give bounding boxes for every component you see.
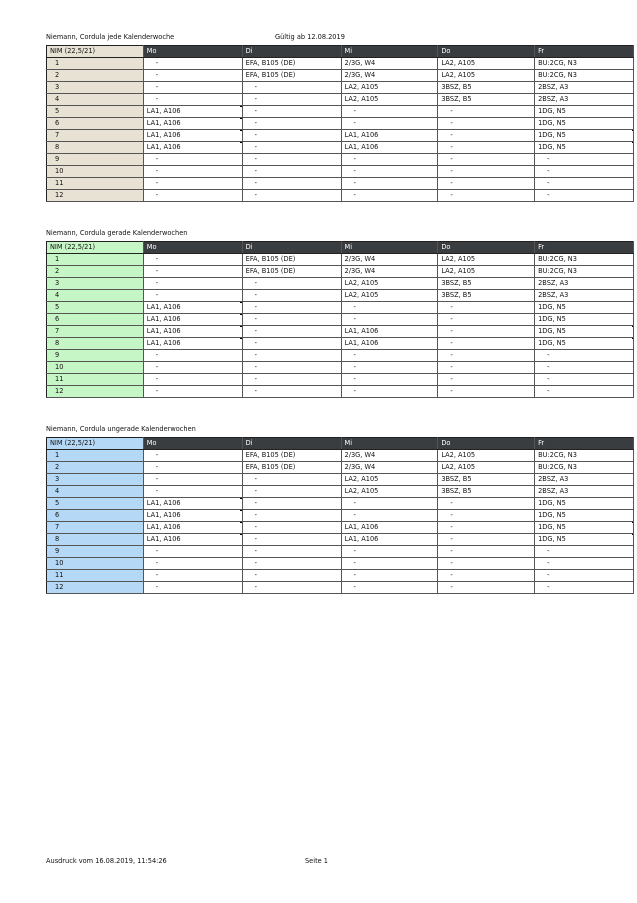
day-header: Do: [438, 242, 535, 254]
lesson-cell: -: [535, 374, 634, 386]
period-number: 6: [47, 314, 144, 326]
lesson-cell: LA1, A106: [341, 522, 438, 534]
period-number: 8: [47, 142, 144, 154]
period-number: 1: [47, 58, 144, 70]
lesson-cell: -: [438, 314, 535, 326]
day-header: Do: [438, 438, 535, 450]
table-row: [47, 82, 634, 94]
lesson-cell: BU:2CG, N3: [535, 266, 634, 278]
header-row: [47, 438, 634, 450]
lesson-cell: LA1, A106: [143, 130, 242, 142]
lesson-cell: 2/3G, W4: [341, 450, 438, 462]
lesson-cell: -: [242, 326, 341, 338]
period-number: 9: [47, 154, 144, 166]
table-row: [47, 462, 634, 474]
lesson-cell: -: [535, 546, 634, 558]
lesson-cell: -: [242, 362, 341, 374]
marker: [632, 142, 634, 144]
lesson-cell: LA2, A105: [438, 254, 535, 266]
period-number: 1: [47, 450, 144, 462]
table-row: [47, 534, 634, 546]
lesson-cell: LA1, A106: [143, 326, 242, 338]
lesson-cell: 2BSZ, A3: [535, 290, 634, 302]
table-row: [47, 154, 634, 166]
lesson-cell: BU:2CG, N3: [535, 70, 634, 82]
lesson-cell: -: [143, 70, 242, 82]
lesson-cell: 1DG, N5: [535, 130, 634, 142]
lesson-cell: -: [242, 106, 341, 118]
table-row: [47, 326, 634, 338]
period-number: 12: [47, 190, 144, 202]
marker: [632, 534, 634, 536]
lesson-cell: 1DG, N5: [535, 510, 634, 522]
period-number: 2: [47, 70, 144, 82]
teacher-code-header: NIM (22,5/21): [47, 242, 144, 254]
lesson-cell: 1DG, N5: [535, 314, 634, 326]
lesson-cell: -: [242, 350, 341, 362]
period-number: 5: [47, 498, 144, 510]
day-header: Fr: [535, 438, 634, 450]
lesson-cell: -: [341, 386, 438, 398]
valid-from-text: Gültig ab 12.08.2019: [275, 33, 345, 41]
period-number: 11: [47, 178, 144, 190]
lesson-cell: -: [143, 166, 242, 178]
lesson-cell: LA1, A106: [341, 338, 438, 350]
lesson-cell: -: [438, 338, 535, 350]
marker: [632, 522, 634, 524]
lesson-cell: LA1, A106: [143, 338, 242, 350]
lesson-cell: -: [242, 510, 341, 522]
period-number: 12: [47, 386, 144, 398]
table-row: [47, 582, 634, 594]
table-row: [47, 190, 634, 202]
lesson-cell: 3BSZ, B5: [438, 278, 535, 290]
lesson-cell: -: [143, 386, 242, 398]
section-caption: Niemann, Cordula gerade Kalenderwochen: [46, 229, 188, 237]
lesson-cell: -: [438, 350, 535, 362]
lesson-cell: 2/3G, W4: [341, 254, 438, 266]
period-number: 7: [47, 522, 144, 534]
lesson-cell: LA1, A106: [341, 142, 438, 154]
lesson-cell: -: [242, 498, 341, 510]
table-row: [47, 278, 634, 290]
lesson-cell: LA1, A106: [143, 534, 242, 546]
lesson-cell: -: [438, 570, 535, 582]
lesson-cell: 2/3G, W4: [341, 58, 438, 70]
period-number: 7: [47, 130, 144, 142]
table-row: [47, 166, 634, 178]
lesson-cell: -: [242, 94, 341, 106]
table-row: [47, 338, 634, 350]
day-header: Mo: [143, 438, 242, 450]
lesson-cell: -: [438, 302, 535, 314]
lesson-cell: LA2, A105: [341, 474, 438, 486]
lesson-cell: -: [242, 118, 341, 130]
table-row: [47, 130, 634, 142]
lesson-cell: LA1, A106: [341, 326, 438, 338]
day-header: Mi: [341, 46, 438, 58]
lesson-cell: LA1, A106: [143, 142, 242, 154]
lesson-cell: -: [535, 582, 634, 594]
lesson-cell: 2/3G, W4: [341, 266, 438, 278]
lesson-cell: 1DG, N5: [535, 118, 634, 130]
lesson-cell: -: [341, 498, 438, 510]
lesson-cell: -: [438, 142, 535, 154]
lesson-cell: 1DG, N5: [535, 534, 634, 546]
lesson-cell: -: [341, 510, 438, 522]
lesson-cell: -: [535, 154, 634, 166]
lesson-cell: -: [143, 154, 242, 166]
lesson-cell: -: [438, 522, 535, 534]
lesson-cell: LA2, A105: [341, 82, 438, 94]
table-row: [47, 350, 634, 362]
lesson-cell: -: [438, 178, 535, 190]
lesson-cell: -: [341, 302, 438, 314]
lesson-cell: -: [438, 362, 535, 374]
table-row: [47, 486, 634, 498]
lesson-cell: LA1, A106: [143, 118, 242, 130]
lesson-cell: LA1, A106: [143, 510, 242, 522]
lesson-cell: -: [341, 374, 438, 386]
lesson-cell: -: [242, 522, 341, 534]
table-row: [47, 178, 634, 190]
table-row: [47, 118, 634, 130]
lesson-cell: -: [143, 474, 242, 486]
lesson-cell: 2/3G, W4: [341, 70, 438, 82]
lesson-cell: -: [242, 130, 341, 142]
lesson-cell: 2BSZ, A3: [535, 474, 634, 486]
day-header: Di: [242, 242, 341, 254]
lesson-cell: 2/3G, W4: [341, 462, 438, 474]
table-row: [47, 142, 634, 154]
lesson-cell: -: [341, 178, 438, 190]
table-row: [47, 498, 634, 510]
lesson-cell: -: [143, 486, 242, 498]
period-number: 4: [47, 486, 144, 498]
lesson-cell: -: [438, 166, 535, 178]
table-row: [47, 290, 634, 302]
lesson-cell: -: [438, 498, 535, 510]
lesson-cell: -: [438, 130, 535, 142]
lesson-cell: -: [143, 546, 242, 558]
lesson-cell: 2BSZ, A3: [535, 486, 634, 498]
lesson-cell: LA2, A105: [341, 486, 438, 498]
day-header: Di: [242, 438, 341, 450]
period-number: 10: [47, 362, 144, 374]
lesson-cell: -: [438, 106, 535, 118]
lesson-cell: EFA, B105 (DE): [242, 266, 341, 278]
lesson-cell: -: [341, 582, 438, 594]
day-header: Mi: [341, 242, 438, 254]
lesson-cell: -: [341, 314, 438, 326]
lesson-cell: -: [438, 326, 535, 338]
lesson-cell: -: [438, 546, 535, 558]
lesson-cell: 1DG, N5: [535, 498, 634, 510]
lesson-cell: -: [535, 166, 634, 178]
lesson-cell: -: [242, 142, 341, 154]
period-number: 2: [47, 462, 144, 474]
lesson-cell: -: [341, 350, 438, 362]
header-row: [47, 242, 634, 254]
period-number: 4: [47, 94, 144, 106]
lesson-cell: -: [341, 106, 438, 118]
lesson-cell: EFA, B105 (DE): [242, 254, 341, 266]
lesson-cell: -: [143, 570, 242, 582]
period-number: 6: [47, 118, 144, 130]
lesson-cell: -: [143, 94, 242, 106]
lesson-cell: -: [242, 314, 341, 326]
lesson-cell: -: [143, 462, 242, 474]
lesson-cell: -: [143, 362, 242, 374]
lesson-cell: 1DG, N5: [535, 302, 634, 314]
period-number: 12: [47, 582, 144, 594]
lesson-cell: -: [438, 582, 535, 594]
lesson-cell: -: [535, 178, 634, 190]
table-row: [47, 510, 634, 522]
lesson-cell: -: [143, 374, 242, 386]
lesson-cell: LA2, A105: [341, 94, 438, 106]
lesson-cell: -: [242, 290, 341, 302]
table-row: [47, 374, 634, 386]
lesson-cell: -: [143, 190, 242, 202]
lesson-cell: BU:2CG, N3: [535, 58, 634, 70]
period-number: 6: [47, 510, 144, 522]
lesson-cell: EFA, B105 (DE): [242, 58, 341, 70]
lesson-cell: -: [143, 350, 242, 362]
lesson-cell: 3BSZ, B5: [438, 486, 535, 498]
marker: [632, 130, 634, 132]
lesson-cell: -: [143, 266, 242, 278]
lesson-cell: 2BSZ, A3: [535, 94, 634, 106]
lesson-cell: 1DG, N5: [535, 338, 634, 350]
lesson-cell: LA2, A105: [438, 58, 535, 70]
lesson-cell: LA1, A106: [143, 522, 242, 534]
teacher-code-header: NIM (22,5/21): [47, 46, 144, 58]
lesson-cell: 1DG, N5: [535, 142, 634, 154]
table-row: [47, 558, 634, 570]
lesson-cell: 1DG, N5: [535, 326, 634, 338]
table-row: [47, 570, 634, 582]
table-row: [47, 314, 634, 326]
period-number: 10: [47, 558, 144, 570]
lesson-cell: EFA, B105 (DE): [242, 70, 341, 82]
period-number: 5: [47, 302, 144, 314]
table-row: [47, 302, 634, 314]
timetable-every-week: [46, 45, 634, 202]
table-row: [47, 58, 634, 70]
lesson-cell: -: [143, 254, 242, 266]
lesson-cell: -: [535, 570, 634, 582]
lesson-cell: -: [341, 546, 438, 558]
lesson-cell: BU:2CG, N3: [535, 462, 634, 474]
lesson-cell: -: [438, 558, 535, 570]
lesson-cell: -: [143, 450, 242, 462]
table-row: [47, 522, 634, 534]
lesson-cell: -: [143, 178, 242, 190]
period-number: 9: [47, 546, 144, 558]
lesson-cell: LA2, A105: [341, 278, 438, 290]
lesson-cell: -: [143, 58, 242, 70]
lesson-cell: -: [535, 386, 634, 398]
lesson-cell: -: [535, 558, 634, 570]
lesson-cell: -: [341, 362, 438, 374]
lesson-cell: -: [242, 190, 341, 202]
lesson-cell: BU:2CG, N3: [535, 254, 634, 266]
lesson-cell: -: [438, 510, 535, 522]
lesson-cell: LA1, A106: [143, 106, 242, 118]
lesson-cell: LA1, A106: [143, 314, 242, 326]
lesson-cell: -: [242, 386, 341, 398]
table-row: [47, 266, 634, 278]
lesson-cell: 1DG, N5: [535, 522, 634, 534]
lesson-cell: -: [242, 278, 341, 290]
period-number: 4: [47, 290, 144, 302]
lesson-cell: LA1, A106: [143, 302, 242, 314]
lesson-cell: -: [341, 166, 438, 178]
period-number: 3: [47, 278, 144, 290]
lesson-cell: -: [438, 534, 535, 546]
day-header: Fr: [535, 46, 634, 58]
section-caption: Niemann, Cordula jede Kalenderwoche: [46, 33, 175, 41]
lesson-cell: LA2, A105: [341, 290, 438, 302]
lesson-cell: -: [242, 570, 341, 582]
lesson-cell: -: [242, 474, 341, 486]
lesson-cell: -: [438, 386, 535, 398]
period-number: 5: [47, 106, 144, 118]
lesson-cell: LA2, A105: [438, 462, 535, 474]
day-header: Di: [242, 46, 341, 58]
table-row: [47, 106, 634, 118]
timetable-odd-weeks: [46, 437, 634, 594]
header-row: [47, 46, 634, 58]
lesson-cell: -: [143, 582, 242, 594]
page-number: Seite 1: [305, 857, 329, 865]
lesson-cell: BU:2CG, N3: [535, 450, 634, 462]
table-row: [47, 254, 634, 266]
lesson-cell: LA2, A105: [438, 70, 535, 82]
lesson-cell: -: [242, 302, 341, 314]
day-header: Do: [438, 46, 535, 58]
lesson-cell: -: [535, 350, 634, 362]
table-row: [47, 70, 634, 82]
day-header: Mo: [143, 242, 242, 254]
period-number: 3: [47, 474, 144, 486]
period-number: 10: [47, 166, 144, 178]
lesson-cell: -: [341, 558, 438, 570]
table-row: [47, 474, 634, 486]
table-row: [47, 386, 634, 398]
period-number: 11: [47, 570, 144, 582]
lesson-cell: -: [242, 534, 341, 546]
lesson-cell: 3BSZ, B5: [438, 474, 535, 486]
table-row: [47, 546, 634, 558]
lesson-cell: -: [242, 166, 341, 178]
table-row: [47, 94, 634, 106]
lesson-cell: -: [242, 582, 341, 594]
lesson-cell: -: [242, 558, 341, 570]
table-row: [47, 450, 634, 462]
lesson-cell: -: [143, 82, 242, 94]
lesson-cell: -: [242, 338, 341, 350]
lesson-cell: LA2, A105: [438, 450, 535, 462]
teacher-code-header: NIM (22,5/21): [47, 438, 144, 450]
lesson-cell: -: [143, 278, 242, 290]
table-row: [47, 362, 634, 374]
lesson-cell: -: [143, 558, 242, 570]
lesson-cell: -: [438, 374, 535, 386]
day-header: Mi: [341, 438, 438, 450]
lesson-cell: 2BSZ, A3: [535, 278, 634, 290]
lesson-cell: -: [242, 178, 341, 190]
lesson-cell: 3BSZ, B5: [438, 82, 535, 94]
lesson-cell: 1DG, N5: [535, 106, 634, 118]
marker: [632, 338, 634, 340]
period-number: 8: [47, 534, 144, 546]
period-number: 9: [47, 350, 144, 362]
day-header: Mo: [143, 46, 242, 58]
lesson-cell: LA1, A106: [341, 130, 438, 142]
lesson-cell: -: [242, 374, 341, 386]
timetable-even-weeks: [46, 241, 634, 398]
period-number: 11: [47, 374, 144, 386]
lesson-cell: -: [535, 362, 634, 374]
lesson-cell: EFA, B105 (DE): [242, 462, 341, 474]
section-caption: Niemann, Cordula ungerade Kalenderwochen: [46, 425, 196, 433]
lesson-cell: LA1, A106: [143, 498, 242, 510]
lesson-cell: -: [341, 570, 438, 582]
period-number: 8: [47, 338, 144, 350]
lesson-cell: -: [438, 154, 535, 166]
lesson-cell: -: [341, 154, 438, 166]
lesson-cell: -: [242, 154, 341, 166]
lesson-cell: 3BSZ, B5: [438, 290, 535, 302]
day-header: Fr: [535, 242, 634, 254]
period-number: 1: [47, 254, 144, 266]
period-number: 2: [47, 266, 144, 278]
lesson-cell: -: [438, 190, 535, 202]
lesson-cell: 2BSZ, A3: [535, 82, 634, 94]
lesson-cell: -: [242, 486, 341, 498]
lesson-cell: LA2, A105: [438, 266, 535, 278]
lesson-cell: -: [438, 118, 535, 130]
period-number: 7: [47, 326, 144, 338]
lesson-cell: -: [242, 546, 341, 558]
lesson-cell: -: [143, 290, 242, 302]
lesson-cell: -: [242, 82, 341, 94]
print-timestamp: Ausdruck vom 16.08.2019, 11:54:26: [46, 857, 167, 865]
lesson-cell: -: [341, 118, 438, 130]
lesson-cell: 3BSZ, B5: [438, 94, 535, 106]
lesson-cell: EFA, B105 (DE): [242, 450, 341, 462]
lesson-cell: -: [535, 190, 634, 202]
lesson-cell: LA1, A106: [341, 534, 438, 546]
lesson-cell: -: [341, 190, 438, 202]
period-number: 3: [47, 82, 144, 94]
marker: [632, 326, 634, 328]
